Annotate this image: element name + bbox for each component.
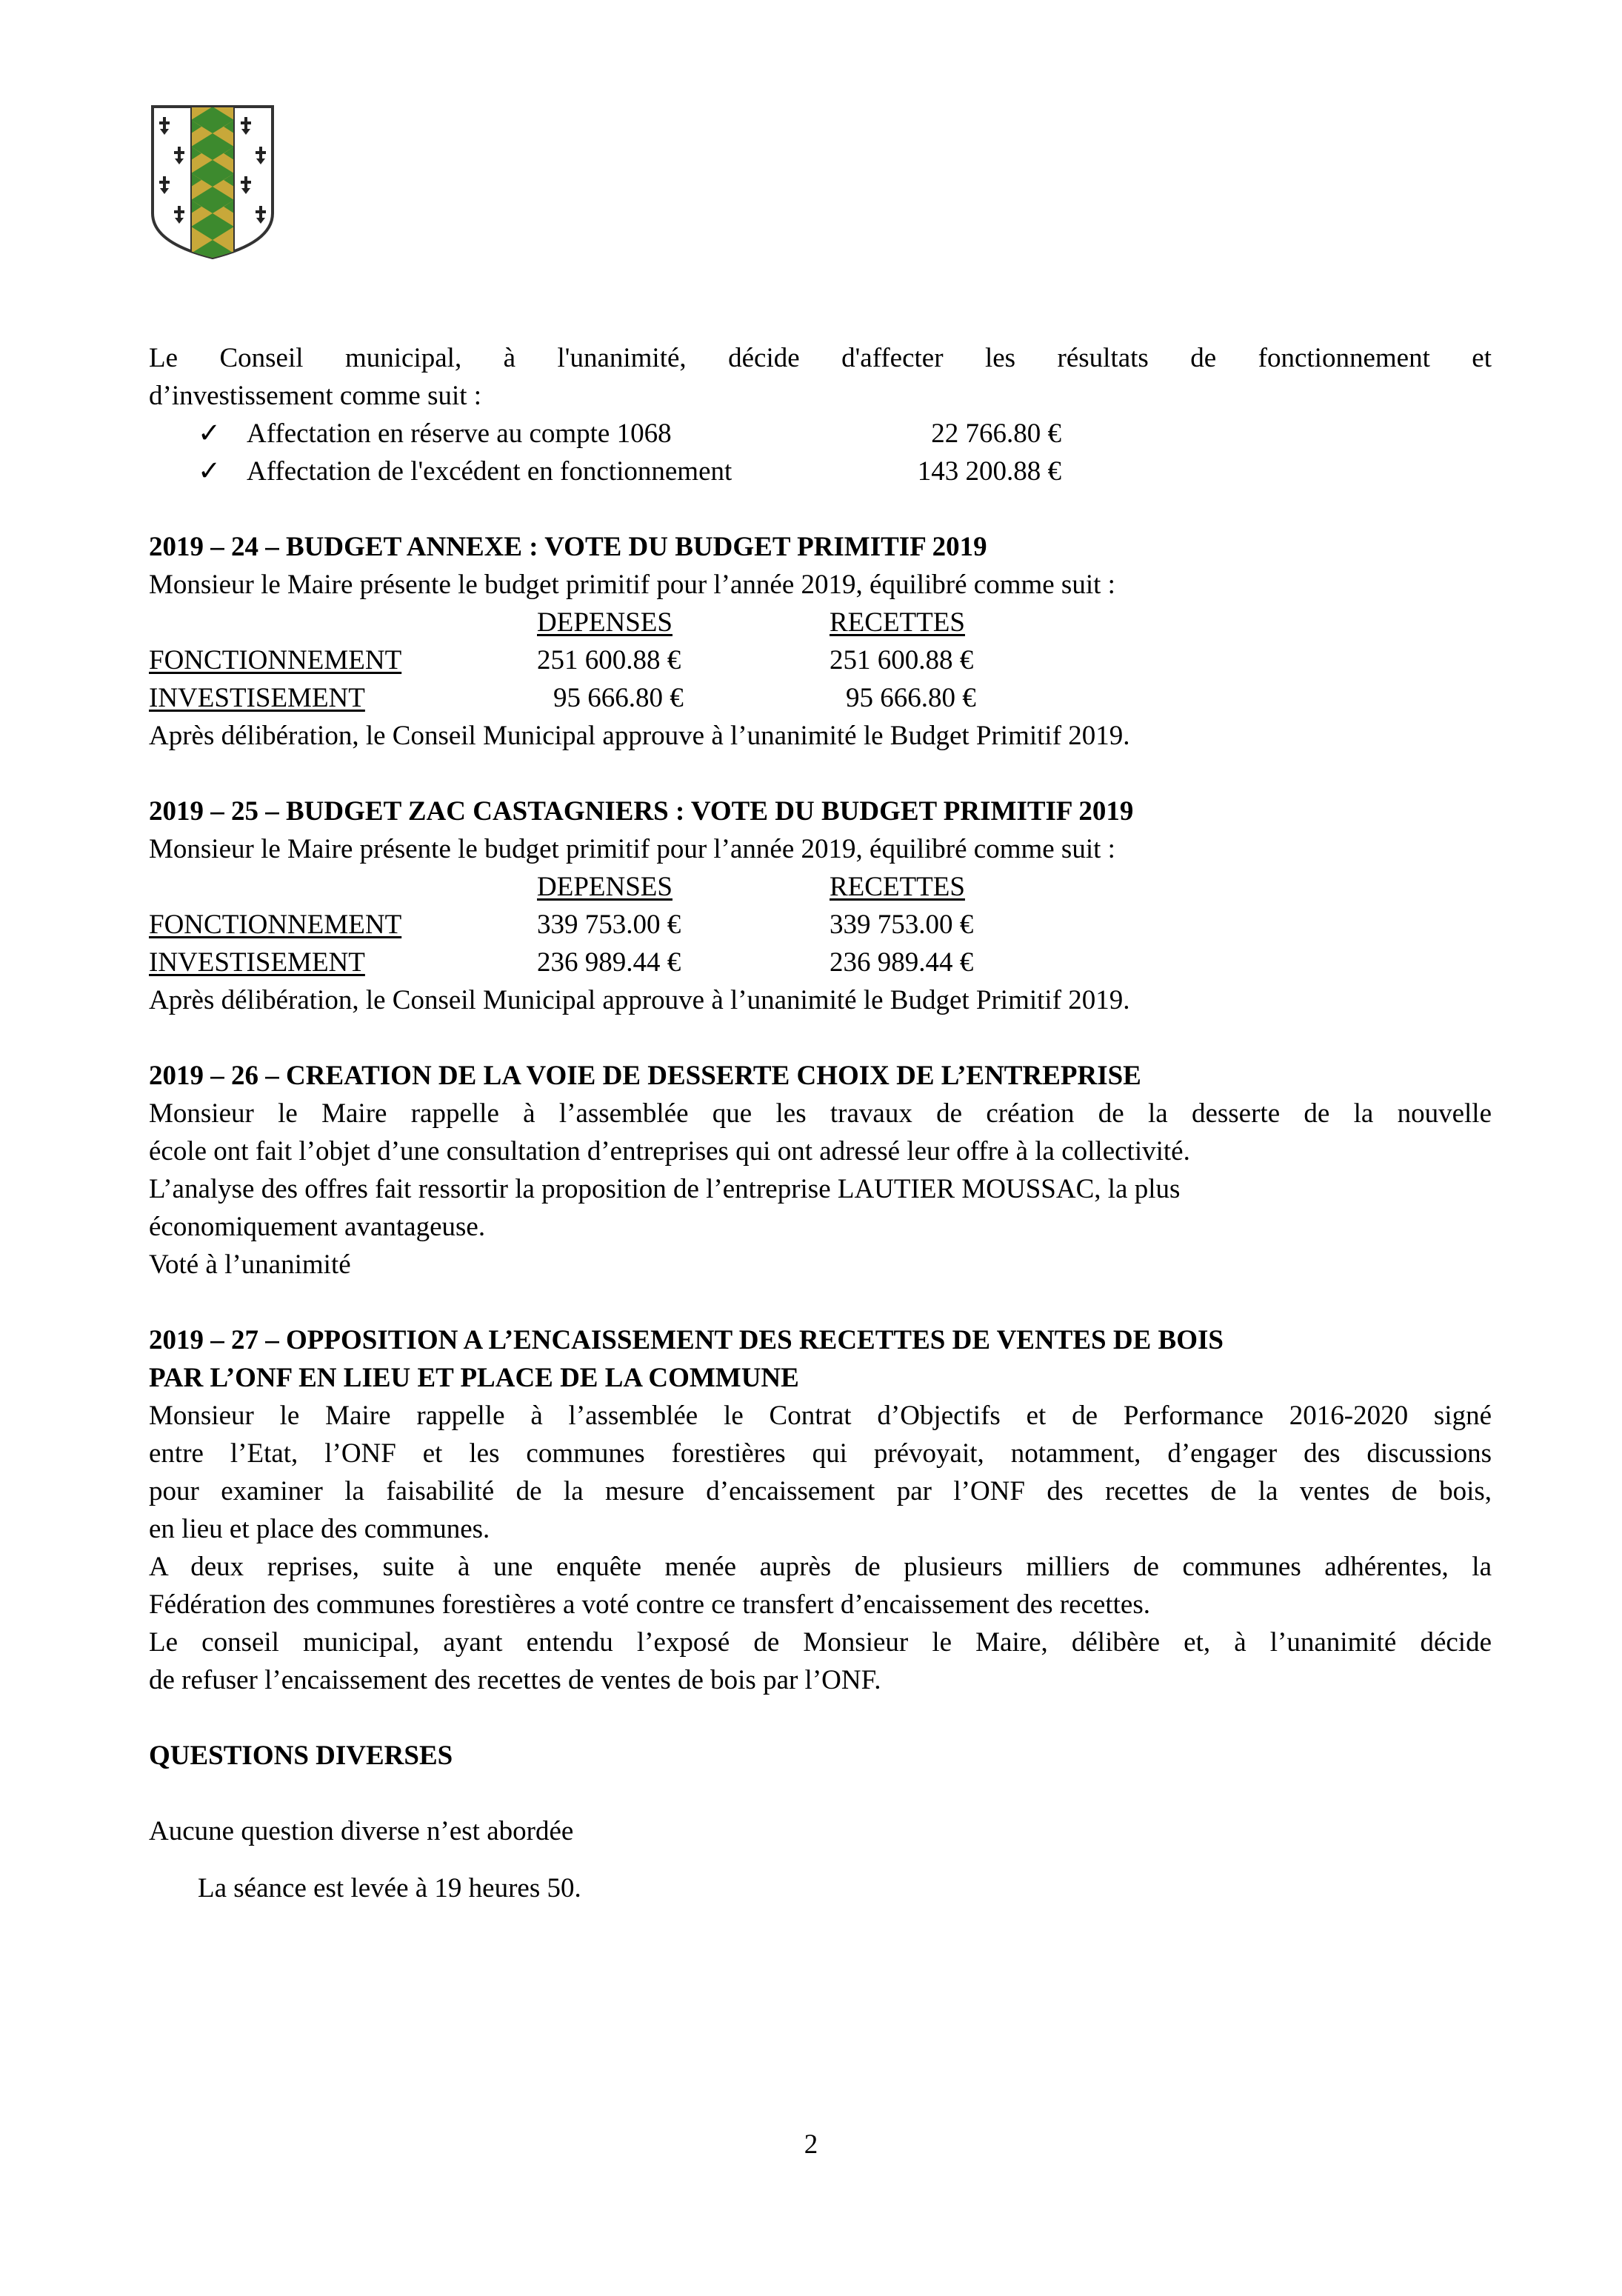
- budget-table-header: [149, 868, 1492, 906]
- section-2019-24: [149, 528, 1492, 755]
- section-conclusion: Après délibération, le Conseil Municipal approuve à l’unanimité le Budget Primitif 2019.: [149, 721, 1130, 751]
- section-2019-26: [149, 1057, 1492, 1284]
- column-header-depenses: DEPENSES: [537, 607, 673, 638]
- section-title-line-2: PAR L’ONF EN LIEU ET PLACE DE LA COMMUNE: [149, 1363, 799, 1393]
- budget-row-label: INVESTISEMENT: [149, 683, 365, 713]
- checkmark-icon: ✓: [198, 456, 221, 487]
- closing-statement: La séance est levée à 19 heures 50.: [198, 1873, 581, 1903]
- paragraph-line: L’analyse des offres fait ressortir la proposition de l’entreprise LAUTIER MOUSSAC, la plus: [149, 1174, 1181, 1204]
- checkmark-icon: ✓: [198, 418, 221, 449]
- page-number: 2: [804, 2129, 818, 2160]
- budget-recettes-value: 95 666.80 €: [846, 683, 976, 713]
- section-title: 2019 – 24 – BUDGET ANNEXE : VOTE DU BUDGET PRIMITIF 2019: [149, 532, 987, 562]
- affectation-amount: 22 766.80 €: [931, 418, 1061, 449]
- intro-line-1: Le Conseil municipal, à l'unanimité, décide d'affecter les résultats de fonctionnement et: [149, 343, 1492, 373]
- section-2019-25: [149, 792, 1492, 1019]
- affectation-label: Affectation en réserve au compte 1068: [247, 418, 672, 449]
- budget-depenses-value: 339 753.00 €: [537, 910, 681, 940]
- budget-row: [149, 679, 1492, 717]
- affectation-label: Affectation de l'excédent en fonctionnement: [247, 456, 732, 487]
- municipal-crest-icon: [148, 102, 277, 261]
- budget-row-label: INVESTISEMENT: [149, 947, 365, 978]
- column-header-recettes: RECETTES: [830, 607, 965, 638]
- affectation-item: [149, 415, 1492, 453]
- budget-row-label: FONCTIONNEMENT: [149, 910, 402, 940]
- paragraph-line: économiquement avantageuse.: [149, 1212, 486, 1242]
- budget-depenses-value: 95 666.80 €: [553, 683, 684, 713]
- vote-result: Voté à l’unanimité: [149, 1249, 351, 1280]
- budget-header-spacer: [149, 604, 537, 641]
- budget-depenses-value: 251 600.88 €: [537, 645, 681, 675]
- section-title: 2019 – 26 – CREATION DE LA VOIE DE DESSERTE CHOIX DE L’ENTREPRISE: [149, 1061, 1141, 1091]
- section-conclusion: Après délibération, le Conseil Municipal approuve à l’unanimité le Budget Primitif 2019.: [149, 985, 1130, 1015]
- intro-line-2: d’investissement comme suit :: [149, 381, 482, 411]
- section-title-line-1: 2019 – 27 – OPPOSITION A L’ENCAISSEMENT DES RECETTES DE VENTES DE BOIS: [149, 1325, 1224, 1355]
- budget-recettes-value: 236 989.44 €: [830, 947, 974, 978]
- column-header-recettes: RECETTES: [830, 872, 965, 902]
- section-intro: Monsieur le Maire présente le budget primitif pour l’année 2019, équilibré comme suit :: [149, 570, 1115, 600]
- section-2019-27: [149, 1321, 1492, 1699]
- paragraph-line: A deux reprises, suite à une enquête menée auprès de plusieurs milliers de communes adhérentes, la: [149, 1552, 1492, 1582]
- paragraph-line: de refuser l’encaissement des recettes de ventes de bois par l’ONF.: [149, 1665, 881, 1695]
- paragraph-line: pour examiner la faisabilité de la mesure d’encaissement par l’ONF des recettes de la ventes de bois,: [149, 1476, 1492, 1506]
- paragraph-line: entre l’Etat, l’ONF et les communes forestières qui prévoyait, notamment, d’engager des discussions: [149, 1438, 1492, 1469]
- section-title: 2019 – 25 – BUDGET ZAC CASTAGNIERS : VOTE DU BUDGET PRIMITIF 2019: [149, 796, 1134, 827]
- budget-recettes-value: 251 600.88 €: [830, 645, 974, 675]
- column-header-depenses: DEPENSES: [537, 872, 673, 902]
- affectation-item: [149, 453, 1492, 490]
- budget-row: [149, 641, 1492, 679]
- questions-text: Aucune question diverse n’est abordée: [149, 1816, 574, 1846]
- budget-header-spacer: [149, 868, 537, 906]
- budget-depenses-value: 236 989.44 €: [537, 947, 681, 978]
- document-body: [149, 339, 1492, 1907]
- paragraph-line: Le conseil municipal, ayant entendu l’exposé de Monsieur le Maire, délibère et, à l’unanimité décide: [149, 1627, 1492, 1658]
- paragraph-line: en lieu et place des communes.: [149, 1514, 490, 1544]
- section-title: QUESTIONS DIVERSES: [149, 1741, 453, 1771]
- budget-row: [149, 944, 1492, 981]
- section-intro: Monsieur le Maire présente le budget primitif pour l’année 2019, équilibré comme suit :: [149, 834, 1115, 864]
- budget-row-label: FONCTIONNEMENT: [149, 645, 402, 675]
- section-questions-diverses: [149, 1737, 1492, 1907]
- paragraph-line: Monsieur le Maire rappelle à l’assemblée que les travaux de création de la desserte de la nouvelle: [149, 1098, 1492, 1129]
- paragraph-line: Fédération des communes forestières a voté contre ce transfert d’encaissement des recettes.: [149, 1589, 1150, 1620]
- paragraph-line: Monsieur le Maire rappelle à l’assemblée le Contrat d’Objectifs et de Performance 2016-2020 signé: [149, 1401, 1492, 1431]
- budget-row: [149, 906, 1492, 944]
- budget-recettes-value: 339 753.00 €: [830, 910, 974, 940]
- paragraph-line: école ont fait l’objet d’une consultation d’entreprises qui ont adressé leur offre à la collectivité.: [149, 1136, 1190, 1167]
- budget-table-header: [149, 604, 1492, 641]
- affectation-amount: 143 200.88 €: [917, 456, 1061, 487]
